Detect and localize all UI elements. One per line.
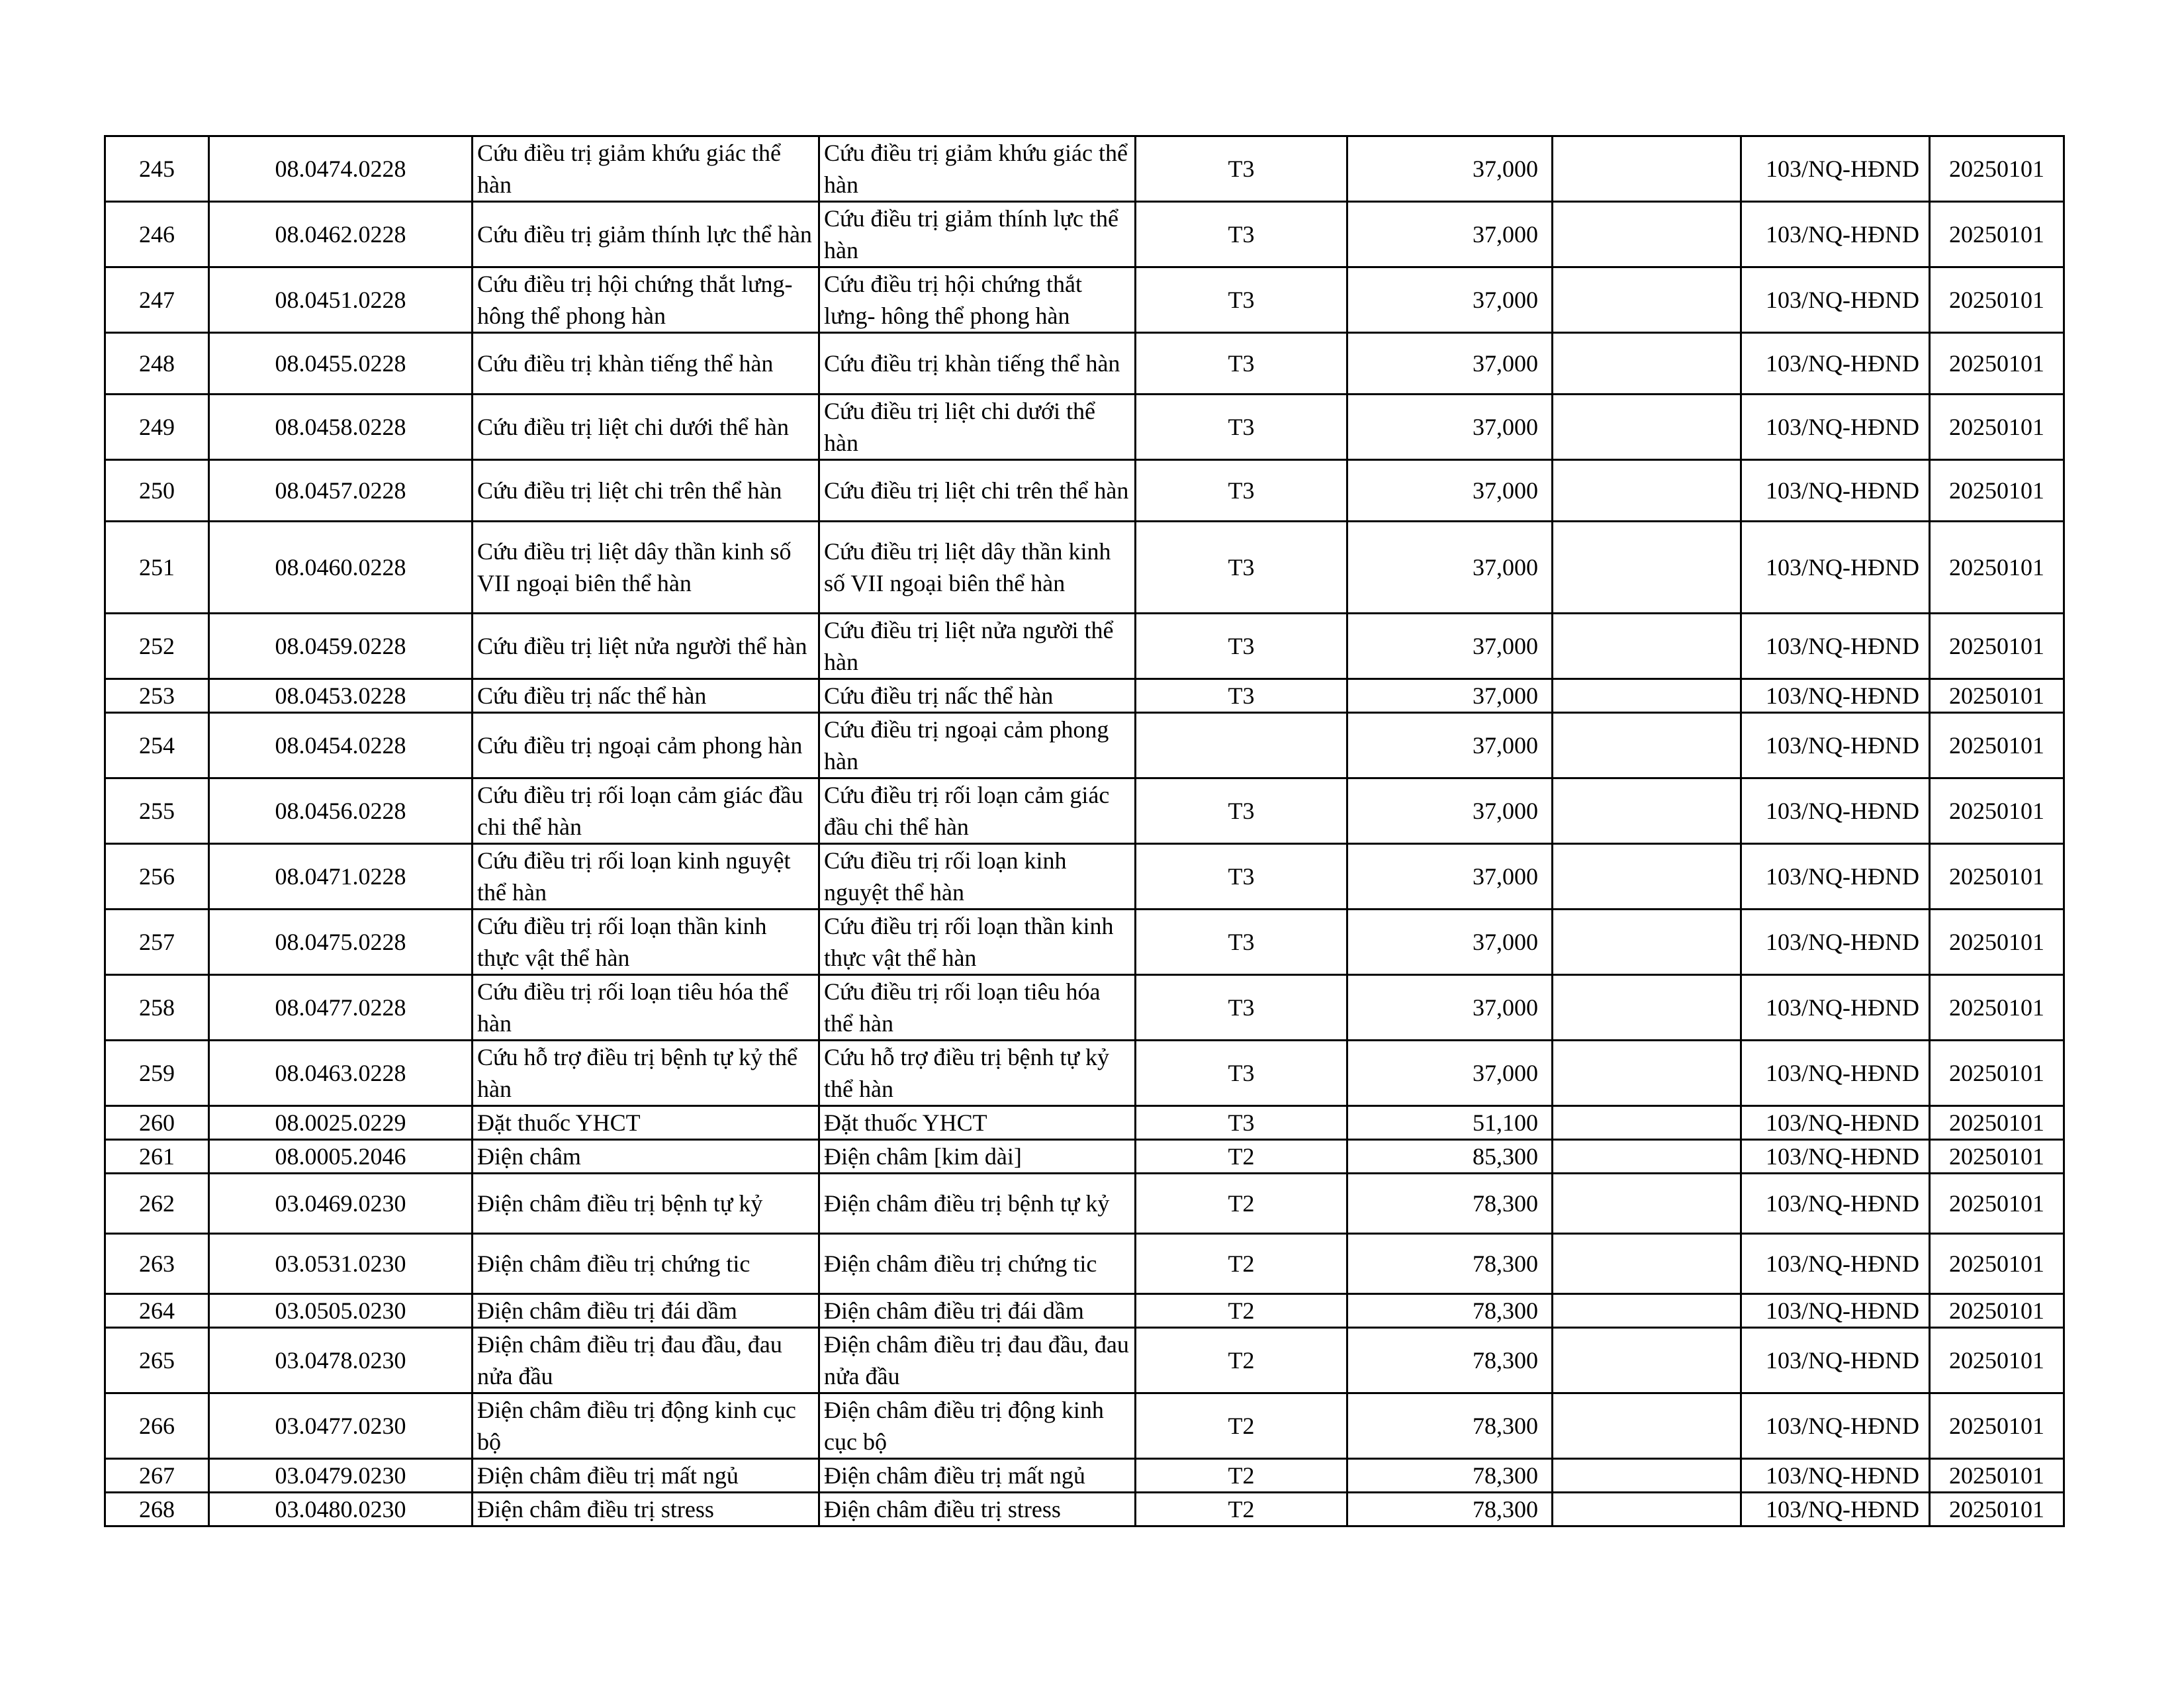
code-cell: 08.0471.0228	[209, 844, 473, 910]
date-cell: 20250101	[1930, 713, 2064, 778]
stt-cell: 257	[105, 910, 209, 975]
service-name-cell: Cứu điều trị rối loạn thần kinh thực vật thể hàn	[473, 910, 819, 975]
resolution-cell: 103/NQ-HĐND	[1741, 910, 1930, 975]
table-row	[105, 1234, 2064, 1294]
resolution-cell: 103/NQ-HĐND	[1741, 1140, 1930, 1174]
service-name-cell: Điện châm điều trị bệnh tự kỷ	[473, 1174, 819, 1234]
service-name-cell: Cứu điều trị liệt dây thần kinh số VII ngoại biên thể hàn	[473, 522, 819, 614]
note-cell	[1553, 1393, 1741, 1459]
table-row	[105, 844, 2064, 910]
resolution-cell: 103/NQ-HĐND	[1741, 975, 1930, 1041]
price-cell: 37,000	[1347, 267, 1553, 333]
stt-cell: 256	[105, 844, 209, 910]
date-cell: 20250101	[1930, 395, 2064, 460]
tier-cell: T2	[1136, 1459, 1347, 1493]
price-cell: 37,000	[1347, 460, 1553, 522]
date-cell: 20250101	[1930, 679, 2064, 713]
resolution-cell: 103/NQ-HĐND	[1741, 713, 1930, 778]
tier-cell: T2	[1136, 1294, 1347, 1328]
price-table	[104, 135, 2065, 1527]
price-cell: 78,300	[1347, 1459, 1553, 1493]
resolution-cell: 103/NQ-HĐND	[1741, 522, 1930, 614]
service-name-alt-cell: Cứu điều trị ngoại cảm phong hàn	[819, 713, 1136, 778]
service-name-cell: Điện châm	[473, 1140, 819, 1174]
price-cell: 37,000	[1347, 679, 1553, 713]
stt-cell: 266	[105, 1393, 209, 1459]
price-cell: 37,000	[1347, 778, 1553, 844]
code-cell: 03.0478.0230	[209, 1328, 473, 1393]
date-cell: 20250101	[1930, 1174, 2064, 1234]
code-cell: 08.0458.0228	[209, 395, 473, 460]
tier-cell: T2	[1136, 1140, 1347, 1174]
code-cell: 03.0477.0230	[209, 1393, 473, 1459]
tier-cell: T3	[1136, 333, 1347, 395]
service-name-alt-cell: Cứu điều trị giảm khứu giác thể hàn	[819, 136, 1136, 202]
code-cell: 03.0479.0230	[209, 1459, 473, 1493]
table-row	[105, 1106, 2064, 1140]
service-name-cell: Cứu điều trị rối loạn cảm giác đầu chi thể hàn	[473, 778, 819, 844]
date-cell: 20250101	[1930, 910, 2064, 975]
service-name-alt-cell: Cứu điều trị liệt nửa người thể hàn	[819, 614, 1136, 679]
code-cell: 08.0451.0228	[209, 267, 473, 333]
date-cell: 20250101	[1930, 1294, 2064, 1328]
date-cell: 20250101	[1930, 844, 2064, 910]
stt-cell: 268	[105, 1493, 209, 1526]
price-cell: 37,000	[1347, 333, 1553, 395]
note-cell	[1553, 1493, 1741, 1526]
service-name-cell: Cứu điều trị liệt nửa người thể hàn	[473, 614, 819, 679]
date-cell: 20250101	[1930, 1041, 2064, 1106]
price-cell: 37,000	[1347, 614, 1553, 679]
resolution-cell: 103/NQ-HĐND	[1741, 844, 1930, 910]
table-row	[105, 1140, 2064, 1174]
table-row	[105, 679, 2064, 713]
table-row	[105, 975, 2064, 1041]
date-cell: 20250101	[1930, 136, 2064, 202]
service-name-cell: Cứu hỗ trợ điều trị bệnh tự kỷ thể hàn	[473, 1041, 819, 1106]
table-row	[105, 1493, 2064, 1526]
tier-cell: T3	[1136, 614, 1347, 679]
date-cell: 20250101	[1930, 1493, 2064, 1526]
table-row	[105, 1328, 2064, 1393]
service-name-alt-cell: Cứu điều trị rối loạn tiêu hóa thể hàn	[819, 975, 1136, 1041]
note-cell	[1553, 1106, 1741, 1140]
table-row	[105, 1294, 2064, 1328]
stt-cell: 251	[105, 522, 209, 614]
service-name-alt-cell: Điện châm [kim dài]	[819, 1140, 1136, 1174]
note-cell	[1553, 460, 1741, 522]
price-cell: 37,000	[1347, 844, 1553, 910]
tier-cell: T3	[1136, 844, 1347, 910]
service-name-alt-cell: Cứu điều trị rối loạn cảm giác đầu chi thể hàn	[819, 778, 1136, 844]
note-cell	[1553, 267, 1741, 333]
stt-cell: 245	[105, 136, 209, 202]
service-name-cell: Đặt thuốc YHCT	[473, 1106, 819, 1140]
code-cell: 08.0456.0228	[209, 778, 473, 844]
price-cell: 78,300	[1347, 1493, 1553, 1526]
date-cell: 20250101	[1930, 1140, 2064, 1174]
code-cell: 08.0005.2046	[209, 1140, 473, 1174]
code-cell: 03.0480.0230	[209, 1493, 473, 1526]
date-cell: 20250101	[1930, 522, 2064, 614]
code-cell: 08.0457.0228	[209, 460, 473, 522]
resolution-cell: 103/NQ-HĐND	[1741, 1106, 1930, 1140]
stt-cell: 249	[105, 395, 209, 460]
code-cell: 08.0474.0228	[209, 136, 473, 202]
price-cell: 78,300	[1347, 1174, 1553, 1234]
service-name-alt-cell: Cứu điều trị rối loạn thần kinh thực vật thể hàn	[819, 910, 1136, 975]
price-cell: 37,000	[1347, 136, 1553, 202]
note-cell	[1553, 1459, 1741, 1493]
table-row	[105, 522, 2064, 614]
service-name-cell: Cứu điều trị nấc thể hàn	[473, 679, 819, 713]
table-row	[105, 1459, 2064, 1493]
date-cell: 20250101	[1930, 1459, 2064, 1493]
service-name-cell: Cứu điều trị hội chứng thắt lưng- hông thể phong hàn	[473, 267, 819, 333]
date-cell: 20250101	[1930, 267, 2064, 333]
stt-cell: 248	[105, 333, 209, 395]
service-name-cell: Cứu điều trị khàn tiếng thể hàn	[473, 333, 819, 395]
note-cell	[1553, 713, 1741, 778]
service-name-cell: Điện châm điều trị động kinh cục bộ	[473, 1393, 819, 1459]
price-cell: 37,000	[1347, 910, 1553, 975]
service-name-cell: Cứu điều trị giảm khứu giác thể hàn	[473, 136, 819, 202]
price-cell: 37,000	[1347, 522, 1553, 614]
table-row	[105, 395, 2064, 460]
note-cell	[1553, 975, 1741, 1041]
service-name-alt-cell: Điện châm điều trị đái dầm	[819, 1294, 1136, 1328]
table-row	[105, 1393, 2064, 1459]
table-row	[105, 202, 2064, 267]
resolution-cell: 103/NQ-HĐND	[1741, 1459, 1930, 1493]
tier-cell: T3	[1136, 395, 1347, 460]
service-name-alt-cell: Cứu điều trị hội chứng thắt lưng- hông thể phong hàn	[819, 267, 1136, 333]
tier-cell: T3	[1136, 778, 1347, 844]
resolution-cell: 103/NQ-HĐND	[1741, 460, 1930, 522]
stt-cell: 267	[105, 1459, 209, 1493]
stt-cell: 255	[105, 778, 209, 844]
note-cell	[1553, 1174, 1741, 1234]
resolution-cell: 103/NQ-HĐND	[1741, 1393, 1930, 1459]
code-cell: 08.0455.0228	[209, 333, 473, 395]
table-row	[105, 333, 2064, 395]
resolution-cell: 103/NQ-HĐND	[1741, 136, 1930, 202]
price-cell: 78,300	[1347, 1234, 1553, 1294]
note-cell	[1553, 395, 1741, 460]
code-cell: 03.0505.0230	[209, 1294, 473, 1328]
stt-cell: 247	[105, 267, 209, 333]
note-cell	[1553, 136, 1741, 202]
service-name-cell: Cứu điều trị giảm thính lực thể hàn	[473, 202, 819, 267]
date-cell: 20250101	[1930, 1234, 2064, 1294]
table-row	[105, 778, 2064, 844]
tier-cell: T3	[1136, 202, 1347, 267]
resolution-cell: 103/NQ-HĐND	[1741, 1234, 1930, 1294]
date-cell: 20250101	[1930, 1106, 2064, 1140]
resolution-cell: 103/NQ-HĐND	[1741, 1493, 1930, 1526]
code-cell: 03.0531.0230	[209, 1234, 473, 1294]
tier-cell: T3	[1136, 522, 1347, 614]
price-cell: 37,000	[1347, 395, 1553, 460]
stt-cell: 259	[105, 1041, 209, 1106]
service-name-alt-cell: Điện châm điều trị động kinh cục bộ	[819, 1393, 1136, 1459]
price-cell: 37,000	[1347, 1041, 1553, 1106]
service-name-alt-cell: Cứu điều trị nấc thể hàn	[819, 679, 1136, 713]
stt-cell: 260	[105, 1106, 209, 1140]
tier-cell: T2	[1136, 1174, 1347, 1234]
date-cell: 20250101	[1930, 202, 2064, 267]
code-cell: 08.0453.0228	[209, 679, 473, 713]
code-cell: 08.0454.0228	[209, 713, 473, 778]
resolution-cell: 103/NQ-HĐND	[1741, 333, 1930, 395]
code-cell: 08.0462.0228	[209, 202, 473, 267]
note-cell	[1553, 614, 1741, 679]
service-name-alt-cell: Cứu điều trị liệt chi dưới thể hàn	[819, 395, 1136, 460]
price-cell: 78,300	[1347, 1294, 1553, 1328]
service-name-cell: Cứu điều trị rối loạn tiêu hóa thể hàn	[473, 975, 819, 1041]
table-row	[105, 136, 2064, 202]
service-name-alt-cell: Cứu điều trị liệt dây thần kinh số VII ngoại biên thể hàn	[819, 522, 1136, 614]
service-name-cell: Cứu điều trị rối loạn kinh nguyệt thể hàn	[473, 844, 819, 910]
note-cell	[1553, 1294, 1741, 1328]
service-name-alt-cell: Điện châm điều trị chứng tic	[819, 1234, 1136, 1294]
note-cell	[1553, 1140, 1741, 1174]
note-cell	[1553, 910, 1741, 975]
tier-cell: T3	[1136, 679, 1347, 713]
stt-cell: 265	[105, 1328, 209, 1393]
stt-cell: 258	[105, 975, 209, 1041]
price-cell: 37,000	[1347, 202, 1553, 267]
code-cell: 03.0469.0230	[209, 1174, 473, 1234]
price-cell: 85,300	[1347, 1140, 1553, 1174]
date-cell: 20250101	[1930, 614, 2064, 679]
code-cell: 08.0459.0228	[209, 614, 473, 679]
price-cell: 78,300	[1347, 1328, 1553, 1393]
resolution-cell: 103/NQ-HĐND	[1741, 679, 1930, 713]
tier-cell: T3	[1136, 460, 1347, 522]
table-row	[105, 713, 2064, 778]
code-cell: 08.0477.0228	[209, 975, 473, 1041]
tier-cell: T3	[1136, 910, 1347, 975]
price-cell: 78,300	[1347, 1393, 1553, 1459]
code-cell: 08.0463.0228	[209, 1041, 473, 1106]
service-name-alt-cell: Điện châm điều trị stress	[819, 1493, 1136, 1526]
stt-cell: 262	[105, 1174, 209, 1234]
code-cell: 08.0025.0229	[209, 1106, 473, 1140]
tier-cell: T3	[1136, 1106, 1347, 1140]
resolution-cell: 103/NQ-HĐND	[1741, 1041, 1930, 1106]
service-name-alt-cell: Cứu hỗ trợ điều trị bệnh tự kỷ thể hàn	[819, 1041, 1136, 1106]
price-cell: 37,000	[1347, 713, 1553, 778]
stt-cell: 252	[105, 614, 209, 679]
note-cell	[1553, 778, 1741, 844]
resolution-cell: 103/NQ-HĐND	[1741, 1174, 1930, 1234]
tier-cell: T3	[1136, 136, 1347, 202]
stt-cell: 263	[105, 1234, 209, 1294]
service-name-cell: Cứu điều trị liệt chi trên thể hàn	[473, 460, 819, 522]
tier-cell: T2	[1136, 1328, 1347, 1393]
resolution-cell: 103/NQ-HĐND	[1741, 395, 1930, 460]
stt-cell: 264	[105, 1294, 209, 1328]
tier-cell: T3	[1136, 1041, 1347, 1106]
tier-cell: T2	[1136, 1234, 1347, 1294]
stt-cell: 254	[105, 713, 209, 778]
service-name-cell: Điện châm điều trị mất ngủ	[473, 1459, 819, 1493]
service-name-cell: Cứu điều trị ngoại cảm phong hàn	[473, 713, 819, 778]
note-cell	[1553, 1328, 1741, 1393]
note-cell	[1553, 1041, 1741, 1106]
note-cell	[1553, 1234, 1741, 1294]
code-cell: 08.0460.0228	[209, 522, 473, 614]
table-row	[105, 460, 2064, 522]
tier-cell: T2	[1136, 1393, 1347, 1459]
service-name-alt-cell: Cứu điều trị giảm thính lực thể hàn	[819, 202, 1136, 267]
service-name-alt-cell: Cứu điều trị liệt chi trên thể hàn	[819, 460, 1136, 522]
date-cell: 20250101	[1930, 778, 2064, 844]
service-name-cell: Điện châm điều trị chứng tic	[473, 1234, 819, 1294]
service-name-alt-cell: Điện châm điều trị mất ngủ	[819, 1459, 1136, 1493]
date-cell: 20250101	[1930, 333, 2064, 395]
resolution-cell: 103/NQ-HĐND	[1741, 202, 1930, 267]
table-body	[105, 136, 2064, 1526]
date-cell: 20250101	[1930, 1393, 2064, 1459]
service-name-cell: Điện châm điều trị stress	[473, 1493, 819, 1526]
resolution-cell: 103/NQ-HĐND	[1741, 778, 1930, 844]
tier-cell: T3	[1136, 975, 1347, 1041]
resolution-cell: 103/NQ-HĐND	[1741, 1294, 1930, 1328]
note-cell	[1553, 333, 1741, 395]
code-cell: 08.0475.0228	[209, 910, 473, 975]
resolution-cell: 103/NQ-HĐND	[1741, 614, 1930, 679]
stt-cell: 261	[105, 1140, 209, 1174]
note-cell	[1553, 202, 1741, 267]
table-row	[105, 1041, 2064, 1106]
tier-cell	[1136, 713, 1347, 778]
table-row	[105, 1174, 2064, 1234]
stt-cell: 246	[105, 202, 209, 267]
service-name-cell: Điện châm điều trị đau đầu, đau nửa đầu	[473, 1328, 819, 1393]
note-cell	[1553, 679, 1741, 713]
service-name-alt-cell: Điện châm điều trị đau đầu, đau nửa đầu	[819, 1328, 1136, 1393]
service-name-cell: Cứu điều trị liệt chi dưới thể hàn	[473, 395, 819, 460]
price-cell: 37,000	[1347, 975, 1553, 1041]
service-name-alt-cell: Cứu điều trị rối loạn kinh nguyệt thể hàn	[819, 844, 1136, 910]
resolution-cell: 103/NQ-HĐND	[1741, 1328, 1930, 1393]
date-cell: 20250101	[1930, 1328, 2064, 1393]
table-row	[105, 267, 2064, 333]
note-cell	[1553, 844, 1741, 910]
date-cell: 20250101	[1930, 975, 2064, 1041]
service-name-alt-cell: Điện châm điều trị bệnh tự kỷ	[819, 1174, 1136, 1234]
resolution-cell: 103/NQ-HĐND	[1741, 267, 1930, 333]
service-name-cell: Điện châm điều trị đái dầm	[473, 1294, 819, 1328]
price-cell: 51,100	[1347, 1106, 1553, 1140]
table-row	[105, 614, 2064, 679]
date-cell: 20250101	[1930, 460, 2064, 522]
stt-cell: 250	[105, 460, 209, 522]
tier-cell: T2	[1136, 1493, 1347, 1526]
stt-cell: 253	[105, 679, 209, 713]
service-name-alt-cell: Cứu điều trị khàn tiếng thể hàn	[819, 333, 1136, 395]
service-name-alt-cell: Đặt thuốc YHCT	[819, 1106, 1136, 1140]
tier-cell: T3	[1136, 267, 1347, 333]
note-cell	[1553, 522, 1741, 614]
table-row	[105, 910, 2064, 975]
